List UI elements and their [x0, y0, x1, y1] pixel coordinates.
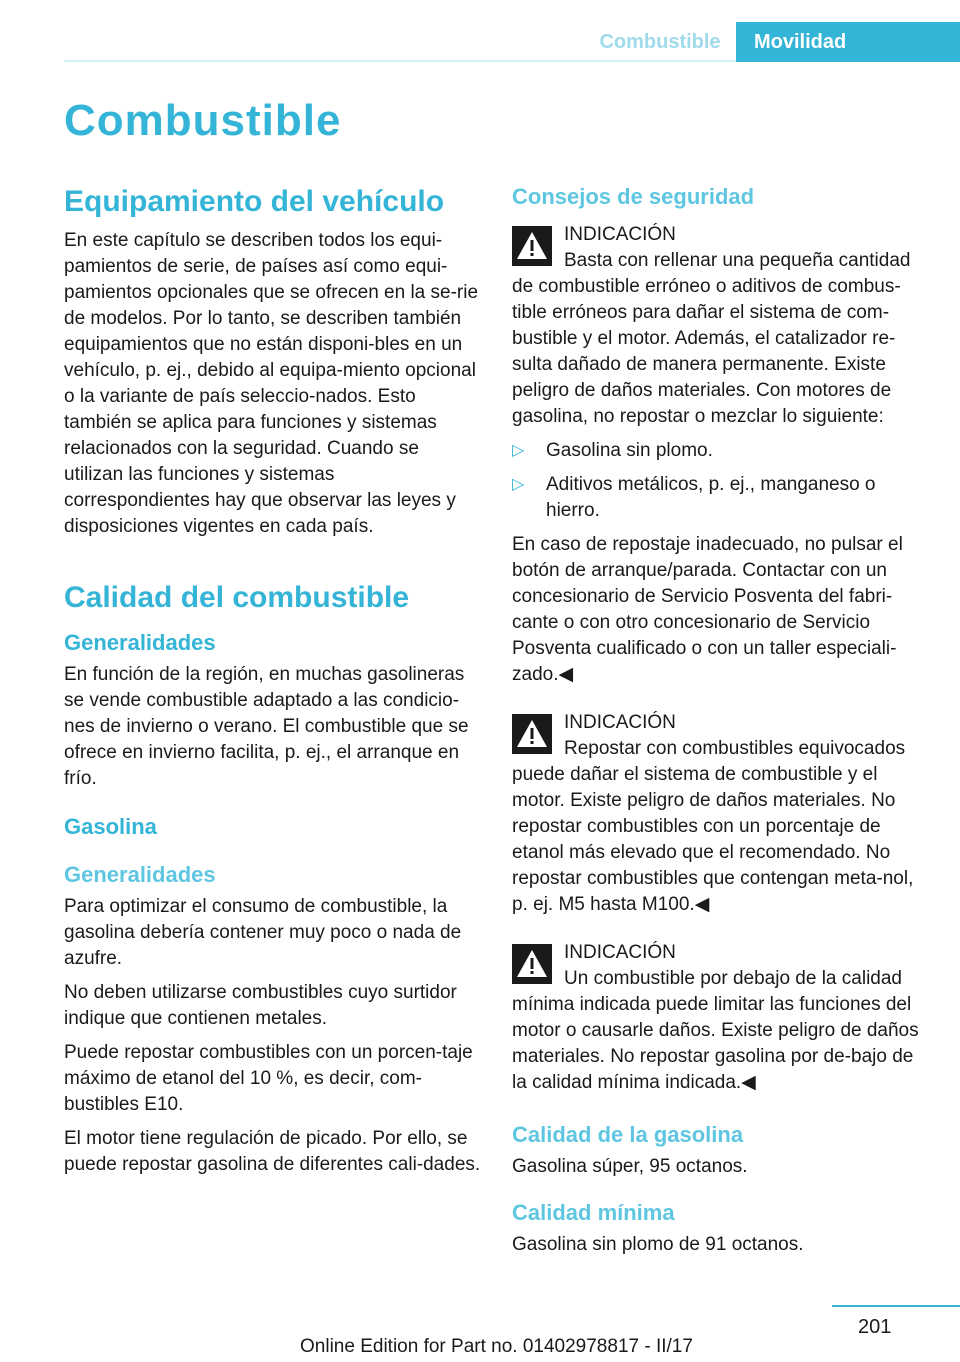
paragraph-gasolina-sin-plomo: Gasolina sin plomo de 91 octanos.: [512, 1234, 804, 1255]
note-text: Basta con rellenar una pequeña cantidad de combustible erróneo o aditivos de combus-tible erróneos para dañar el sistema de com-bustible y el motor. Además, el catalizador re-sulta dañado de manera permanente. Existe peligro de daños materiales. Con motores de gasolina, no repostar o mezclar lo siguiente:: [512, 250, 911, 427]
list-item: ▷ Aditivos metálicos, p. ej., manganeso o hierro.: [512, 474, 876, 521]
paragraph-azufre: Para optimizar el consumo de combustible, la gasolina debería contener muy poco o nada de azufre.: [64, 896, 462, 969]
paragraph-repostaje-inadecuado: En caso de repostaje inadecuado, no pulsar el botón de arranque/parada. Contactar con un concesionario de Servicio Posventa del fabri-cante o con otro concesionario de Servicio Posventa cualificado o con un taller especiali-zado.◀: [512, 534, 903, 685]
list-item: ▷ Gasolina sin plomo.: [512, 438, 930, 464]
page-number: 201: [858, 1316, 892, 1338]
edition-note: Online Edition for Part no. 01402978817 - II/17: [300, 1336, 693, 1357]
heading-calidad-combustible: Calidad del combustible: [64, 581, 410, 614]
note-text: Repostar con combustibles equivocados puede dañar el sistema de combustible y el motor. Existe peligro de daños materiales. No repostar combustibles con un porcentaje de etanol más elevado que el recomendado. No repostar combustibles que contengan meta-nol, p. ej. M5 hasta M100.◀: [512, 738, 914, 915]
warning-icon: [512, 714, 552, 754]
note-label: INDICACIÓN: [564, 712, 676, 733]
heading-calidad-gasolina: Calidad de la gasolina: [512, 1122, 744, 1147]
warning-icon: [512, 226, 552, 266]
warning-note-1: [512, 222, 930, 430]
bullet-list: [512, 438, 930, 524]
paragraph-etanol: Puede repostar combustibles con un porcen-taje máximo de etanol del 10 %, es decir, com-bustibles E10.: [64, 1042, 473, 1115]
note-label: INDICACIÓN: [564, 942, 676, 963]
footer-rule: [832, 1305, 960, 1307]
subheading-generalidades: Generalidades: [64, 862, 216, 887]
heading-calidad-minima: Calidad mínima: [512, 1200, 675, 1225]
note-label: INDICACIÓN: [564, 224, 676, 245]
paragraph-picado: El motor tiene regulación de picado. Por ello, se puede repostar gasolina de diferentes cali-dades.: [64, 1128, 481, 1175]
warning-note-2: [512, 710, 930, 918]
triangle-bullet-icon: ▷: [512, 442, 525, 459]
note-text: Un combustible por debajo de la calidad mínima indicada puede limitar las funciones del motor o causarle daños. Existe peligro de daños materiales. No repostar gasolina por de-bajo de la calidad mínima indicada.◀: [512, 968, 919, 1093]
warning-note-3: [512, 940, 930, 1096]
paragraph-gasolina-super: Gasolina súper, 95 octanos.: [512, 1156, 748, 1177]
paragraph-equipamiento: En este capítulo se describen todos los equi-pamientos de serie, de países así como equi-pamientos opcionales que se ofrecen en la se-rie de modelos. Por lo tanto, se describen también equipamientos que no están disponi-bles en un vehículo, p. ej., debido al equipa-miento opcional o la variante de país seleccio-nados. Esto también se aplica para funciones y sistemas relacionados con la seguridad. Cuando se utilizan las funciones y sistemas correspondientes hay que observar las leyes y disposiciones vigentes en cada país.: [64, 230, 479, 537]
warning-icon: [512, 944, 552, 984]
heading-equipamiento: Equipamiento del vehículo: [64, 185, 445, 218]
paragraph-metales: No deben utilizarse combustibles cuyo surtidor indique que contienen metales.: [64, 982, 457, 1029]
paragraph-generalidades: En función de la región, en muchas gasolineras se vende combustible adaptado a las condicio-nes de invierno o verano. El combustible que se ofrece en invierno facilita, p. ej., el arranque en frío.: [64, 664, 469, 789]
page-title: Combustible: [64, 96, 342, 145]
header-section-label: Combustible: [599, 31, 721, 53]
heading-gasolina: Gasolina: [64, 814, 157, 839]
triangle-bullet-icon: ▷: [512, 476, 525, 493]
right-column: [512, 182, 930, 1266]
heading-generalidades: Generalidades: [64, 630, 216, 655]
heading-consejos-seguridad: Consejos de seguridad: [512, 184, 755, 209]
header-tab-movilidad[interactable]: Movilidad: [736, 22, 960, 62]
left-column: [64, 182, 482, 1186]
